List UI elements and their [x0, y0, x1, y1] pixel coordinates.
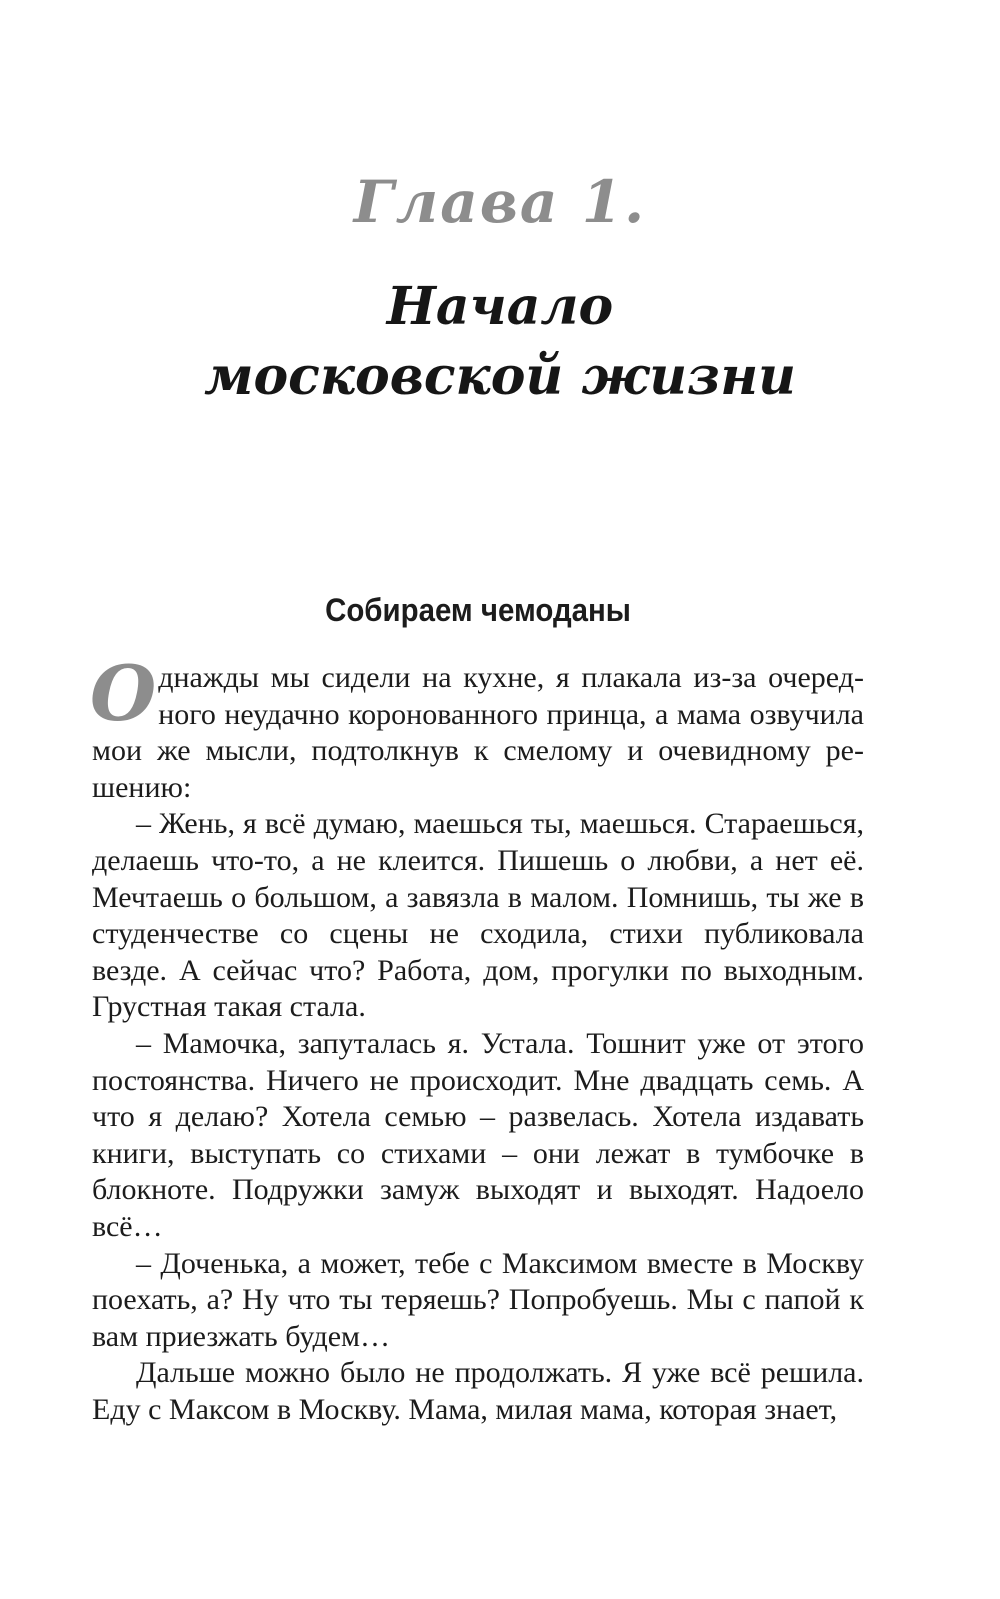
chapter-title-line-2: московской жизни	[204, 346, 796, 407]
paragraph-4: – Доченька, а может, тебе с Максимом вместе в Москву поехать, а? Ну что ты теряешь? Попробуешь. Мы с папой к вам приезжать будем…	[92, 1246, 864, 1353]
body-text	[90, 649, 864, 1428]
drop-cap: О	[90, 649, 157, 738]
chapter-title	[0, 272, 1000, 412]
chapter-number: Глава 1.	[353, 168, 647, 236]
chapter-title-line-1: Начало	[386, 276, 614, 337]
section-heading: Собираем чемоданы	[325, 592, 631, 628]
paragraph-1	[90, 649, 864, 806]
paragraph-3: – Мамочка, запуталась я. Устала. Тошнит уже от этого постоянства. Ничего не происходит. Мне двадцать семь. А что я делаю? Хотела семью – развелась. Хотела издавать книги, выступать со стихами – они лежат в тумбочке в блокноте. Подружки замуж выходят и выходят. Надоело всё…	[92, 1026, 864, 1243]
paragraph-5: Дальше можно было не продолжать. Я уже всё решила. Еду с Максом в Москву. Мама, милая мама, которая знает,	[92, 1356, 864, 1426]
paragraph-2: – Жень, я всё думаю, маешься ты, маешься. Стараешься, делаешь что-то, а не клеится. Пишешь о любви, а нет её. Мечтаешь о большом, а завязла в малом. Помнишь, ты же в студенчестве со сцены не сходила, стихи публиковала везде. А сейчас что? Работа, дом, прогулки по выходным. Грустная такая стала.	[92, 807, 864, 1024]
paragraph-1-text: днажды мы сидели на кухне, я плакала из-за очередного неудачно коронованного принца, а мама озвучила мои же мысли, подтолкнув к смелому и очевидному решению:	[92, 661, 864, 804]
